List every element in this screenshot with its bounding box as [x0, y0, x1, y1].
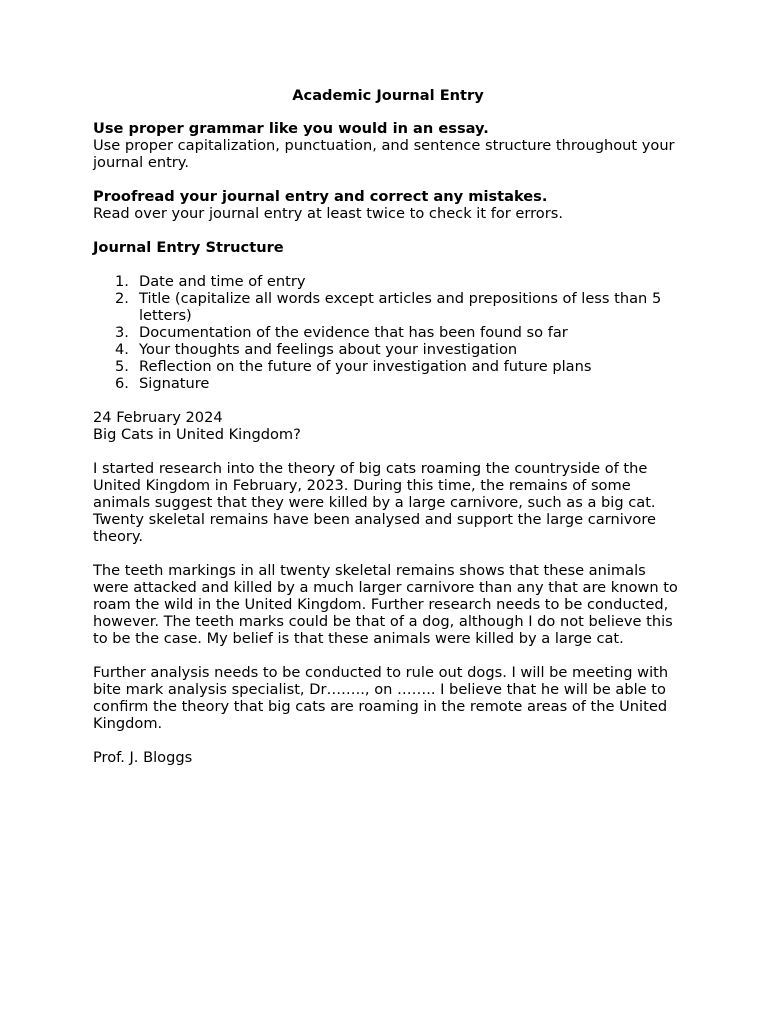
section-body: Read over your journal entry at least twice to check it for errors. — [93, 205, 563, 222]
section-body: Use proper capitalization, punctuation, and sentence structure throughout your journal entry. — [93, 137, 680, 171]
section-proofread — [93, 188, 683, 222]
list-item — [115, 290, 683, 324]
list-item — [115, 375, 683, 392]
entry-paragraph: The teeth markings in all twenty skeletal remains shows that these animals were attacked and killed by a much larger carnivore than any that are known to roam the wild in the United Kingdom. Further research needs to be conducted, however. The teeth marks could be that of a dog, although I do not believe this to be the case. My belief is that these animals were killed by a large cat. — [93, 562, 678, 647]
document-title: Academic Journal Entry — [292, 87, 484, 104]
structure-list — [93, 273, 683, 392]
section-heading: Proofread your journal entry and correct any mistakes. — [93, 188, 548, 205]
entry-date: 24 February 2024 — [93, 409, 223, 426]
section-heading: Use proper grammar like you would in an essay. — [93, 120, 489, 137]
list-text: Signature — [139, 375, 210, 392]
signature: Prof. J. Bloggs — [93, 749, 193, 766]
list-number: 3. — [115, 324, 129, 341]
list-item — [115, 358, 683, 375]
list-text: Your thoughts and feelings about your investigation — [139, 341, 518, 358]
list-number: 5. — [115, 358, 129, 375]
entry-title: Big Cats in United Kingdom? — [93, 426, 301, 443]
list-text: Date and time of entry — [139, 273, 306, 290]
list-number: 2. — [115, 290, 129, 307]
structure-heading: Journal Entry Structure — [93, 239, 284, 256]
section-grammar — [93, 120, 683, 171]
list-number: 1. — [115, 273, 129, 290]
entry-paragraph: I started research into the theory of big cats roaming the countryside of the United Kingdom in February, 2023. During this time, the remains of some animals suggest that they were killed by a large carnivore, such as a big cat. Twenty skeletal remains have been analysed and support the large carnivore theory. — [93, 460, 657, 545]
list-number: 6. — [115, 375, 129, 392]
entry-paragraph: Further analysis needs to be conducted to rule out dogs. I will be meeting with bite mark analysis specialist, Dr…….., on …….. I believe that he will be able to confirm the theory that big cats are roaming in the remote areas of the United Kingdom. — [93, 664, 669, 732]
list-number: 4. — [115, 341, 129, 358]
list-text: Title (capitalize all words except articles and prepositions of less than 5 letters) — [139, 290, 662, 324]
list-item — [115, 341, 683, 358]
list-item — [115, 273, 683, 290]
list-text: Documentation of the evidence that has been found so far — [139, 324, 568, 341]
list-item — [115, 324, 683, 341]
list-text: Reflection on the future of your investigation and future plans — [139, 358, 592, 375]
document-page — [93, 86, 683, 766]
